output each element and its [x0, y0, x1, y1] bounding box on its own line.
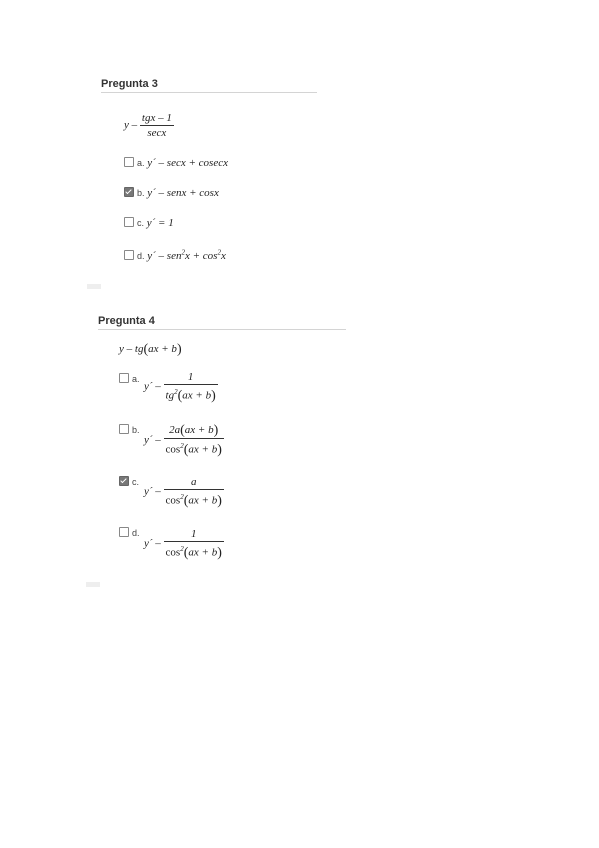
- checkbox[interactable]: [124, 157, 134, 167]
- question-4-stem: y – tg(ax + b): [119, 342, 182, 357]
- question-4-title: Pregunta 4: [98, 315, 346, 330]
- q3-option-c[interactable]: [124, 217, 174, 229]
- q4-option-c[interactable]: [119, 476, 139, 488]
- stem-inner: ax + b: [148, 343, 177, 355]
- q3-option-b[interactable]: [124, 187, 219, 199]
- stem-lhs: y – tg: [119, 343, 144, 355]
- q4-option-a[interactable]: [119, 373, 140, 385]
- option-label: c.: [132, 477, 140, 487]
- checkbox-checked[interactable]: [124, 187, 134, 197]
- q4-option-d-formula: y´ – $\frac{1}{\cos^2(ax + b)}$: [144, 528, 222, 561]
- checkbox[interactable]: [119, 424, 129, 434]
- denominator: $\cos^2(ax + b)$: [165, 493, 222, 509]
- q4-option-d[interactable]: [119, 527, 140, 539]
- denominator: $tg^2(ax + b)$: [165, 388, 216, 404]
- denominator: $\cos^2(ax + b)$: [165, 545, 222, 561]
- option-label: b.: [132, 425, 140, 435]
- stem-denominator: secx: [147, 127, 167, 139]
- checkbox[interactable]: [119, 373, 129, 383]
- checkbox[interactable]: [124, 250, 134, 260]
- q4-option-a-formula: y´ – $\frac{1}{tg^2(ax + b)}$: [144, 371, 216, 404]
- question-3-title: Pregunta 3: [101, 78, 317, 93]
- option-label: b.: [137, 188, 145, 198]
- q3-option-d[interactable]: [124, 248, 226, 262]
- option-label: d.: [132, 528, 140, 538]
- q4-option-c-formula: y´ – $\frac{a}{\cos^2(ax + b)}$: [144, 476, 222, 509]
- option-label: a.: [137, 158, 145, 168]
- option-label: d.: [137, 250, 145, 261]
- option-formula: y´ – secx + cosecx: [147, 157, 228, 169]
- numerator: a: [164, 475, 224, 490]
- checkbox-checked[interactable]: [119, 476, 129, 486]
- numerator: 1: [164, 370, 218, 385]
- numerator: 2a(ax + b): [164, 423, 224, 439]
- option-formula: y´ – $sen^2x + \cos^2x$: [147, 248, 226, 262]
- stem-lhs: y –: [124, 119, 138, 132]
- q4-option-b[interactable]: [119, 424, 140, 436]
- checkbox[interactable]: [119, 527, 129, 537]
- option-label: a.: [132, 374, 140, 384]
- option-formula: y´ = 1: [146, 217, 174, 229]
- question-3-footer-mark: [87, 284, 101, 289]
- denominator: $\cos^2(ax + b)$: [165, 442, 222, 458]
- q3-option-a[interactable]: [124, 157, 228, 169]
- option-formula: y´ – senx + cosx: [147, 187, 219, 199]
- stem-fraction: [140, 111, 174, 140]
- option-label: c.: [137, 218, 145, 228]
- q4-option-b-formula: y´ – $\frac{2a(ax + b)}{\cos^2(ax + b)}$: [144, 423, 222, 458]
- question-4-footer-mark: [86, 582, 100, 587]
- question-3-stem: [124, 111, 174, 140]
- numerator: 1: [164, 527, 224, 542]
- checkbox[interactable]: [124, 217, 134, 227]
- stem-numerator: tgx – 1: [141, 112, 172, 124]
